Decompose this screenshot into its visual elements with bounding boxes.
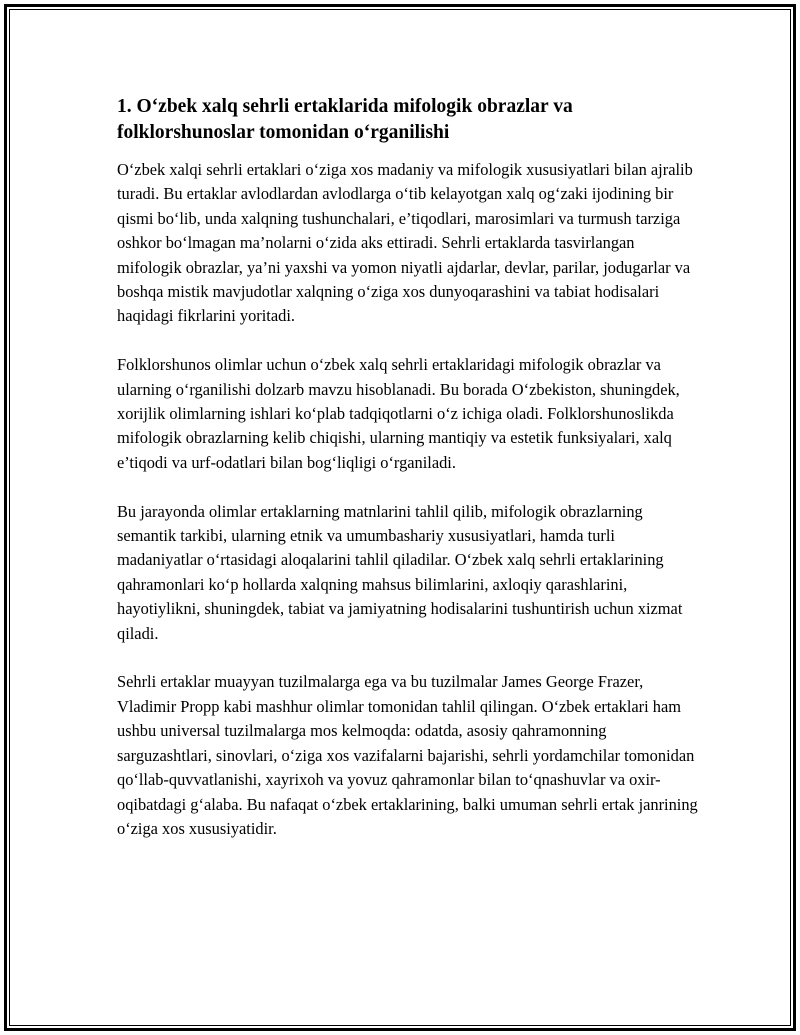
paragraph-2: Folklorshunos olimlar uchun o‘zbek xalq sehrli ertaklaridagi mifologik obrazlar va ularning o‘rganilishi dolzarb mavzu hisoblanadi. Bu borada O‘zbekiston, shuningdek, xorijlik olimlarning ishlari ko‘plab tadqiqotlarni o‘z ichiga oladi. Folklorshunoslikda mifologik obrazlarning kelib chiqishi, ularning mantiqiy va estetik funksiyalari, xalq e’tiqodi va urf-odatlari bilan bog‘liqligi o‘rganiladi. — [117, 355, 680, 472]
section-heading: 1. O‘zbek xalq sehrli ertaklarida mifologik obrazlar va folklorshunoslar tomonidan o‘rganilishi — [117, 96, 573, 143]
document-body — [117, 94, 703, 866]
paragraph-3: Bu jarayonda olimlar ertaklarning matnlarini tahlil qilib, mifologik obrazlarning semantik tarkibi, ularning etnik va umumbashariy xususiyatlari, hamda turli madaniyatlar o‘rtasidagi aloqalarini tahlil qiladilar. O‘zbek xalq sehrli ertaklarining qahramonlari ko‘p hollarda xalqning mahsus bilimlarini, axloqiy qarashlarini, hayotiylikni, shuningdek, tabiat va jamiyatning hodisalarini tushuntirish uchun xizmat qiladi. — [117, 501, 683, 643]
paragraph-1: O‘zbek xalqi sehrli ertaklari o‘ziga xos madaniy va mifologik xususiyatlari bilan ajralib turadi. Bu ertaklar avlodlardan avlodlarga o‘tib kelayotgan xalq og‘zaki ijodining bir qismi bo‘lib, unda xalqning tushunchalari, e’tiqodlari, marosimlari va turmush tarziga oshkor bo‘lmagan ma’nolarni o‘zida aks ettiradi. Sehrli ertaklarda tasvirlangan mifologik obrazlar, ya’ni yaxshi va yomon niyatli ajdarlar, devlar, parilar, jodugarlar va boshqa mistik mavjudotlar xalqning o‘ziga xos dunyoqarashini va tabiat hodisalari haqidagi fikrlarini yoritadi. — [117, 160, 693, 326]
paragraph-4: Sehrli ertaklar muayyan tuzilmalarga ega va bu tuzilmalar James George Frazer, Vladimir Propp kabi mashhur olimlar tomonidan tahlil qilingan. O‘zbek ertaklari ham ushbu universal tuzilmalarga mos kelmoqda: odatda, asosiy qahramonning sarguzashtlari, sinovlari, o‘ziga xos vazifalarni bajarishi, sehrli yordamchilar tomonidan qo‘llab-quvvatlanishi, xayrixoh va yovuz qahramonlar bilan to‘qnashuvlar va oxir-oqibatdagi g‘alaba. Bu nafaqat o‘zbek ertaklarining, balki umuman sehrli ertak janrining o‘ziga xos xususiyatidir. — [117, 672, 698, 838]
